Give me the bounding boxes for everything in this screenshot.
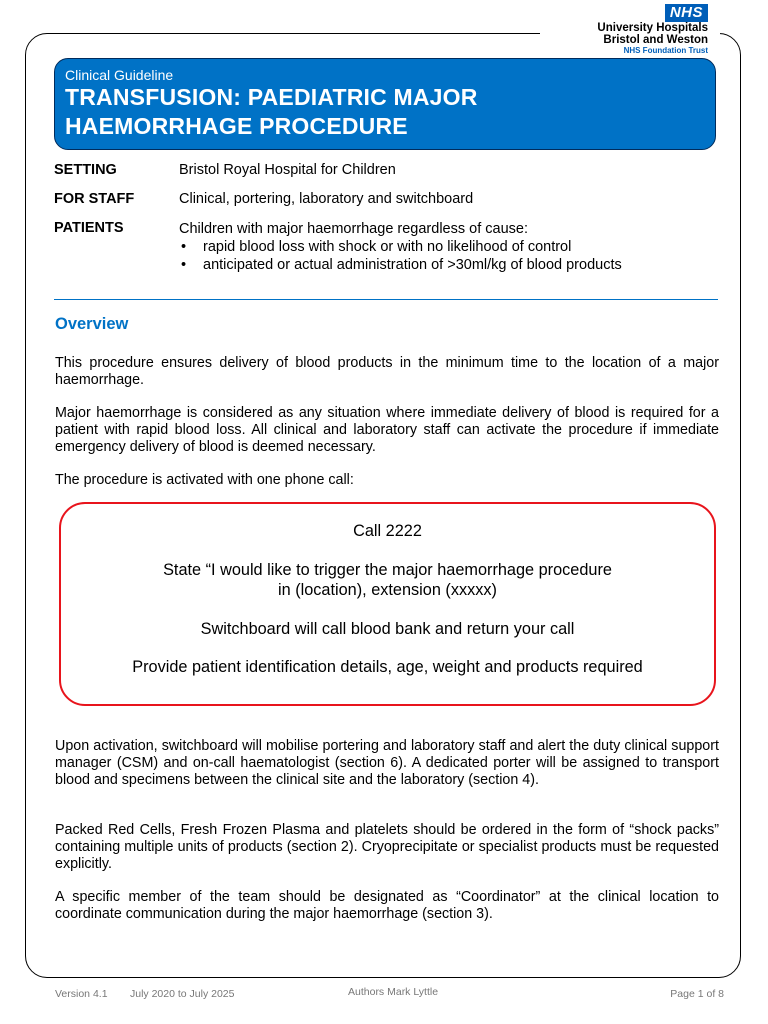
title-banner	[54, 58, 716, 150]
page-title-line-2: HAEMORRHAGE PROCEDURE	[65, 113, 408, 139]
call-state-line: State “I would like to trigger the major haemorrhage procedure	[163, 561, 612, 579]
logo-line-1: University Hospitals	[597, 22, 708, 34]
nhs-logo	[597, 4, 708, 56]
list-item: • anticipated or actual administration of >30ml/kg of blood products	[179, 256, 724, 274]
nhs-badge: NHS	[665, 4, 708, 22]
body-paragraph-3: A specific member of the team should be designated as “Coordinator” at the clinical location to coordinate communication during the major haemorrhage (section 3).	[55, 889, 719, 922]
overview-paragraph-1: This procedure ensures delivery of blood products in the minimum time to the location of a major haemorrhage.	[55, 355, 719, 388]
staff-label: FOR STAFF	[54, 191, 135, 207]
logo-line-3: NHS Foundation Trust	[623, 46, 708, 55]
logo-line-2: Bristol and Weston	[603, 34, 708, 46]
call-number: Call 2222	[353, 522, 422, 540]
patients-text: Children with major haemorrhage regardless of cause:	[179, 221, 528, 237]
divider	[54, 299, 718, 300]
overview-paragraph-3: The procedure is activated with one phone call:	[55, 472, 354, 488]
patients-value	[179, 220, 724, 274]
staff-value: Clinical, portering, laboratory and switchboard	[179, 191, 474, 207]
list-item: • rapid blood loss with shock or with no likelihood of control	[179, 238, 724, 256]
footer-version: Version 4.1	[55, 988, 108, 1000]
patients-label: PATIENTS	[54, 220, 124, 236]
footer-page-number: Page 1 of 8	[670, 988, 724, 1000]
call-location-line: in (location), extension (xxxxx)	[278, 581, 497, 599]
guideline-label: Clinical Guideline	[65, 67, 174, 83]
call-provide-line: Provide patient identification details, age, weight and products required	[132, 658, 643, 676]
call-instructions-box	[59, 502, 716, 706]
setting-value: Bristol Royal Hospital for Children	[179, 162, 396, 178]
patients-bullets	[179, 238, 724, 274]
body-paragraph-2: Packed Red Cells, Fresh Frozen Plasma and platelets should be ordered in the form of “shock packs” containing multiple units of products (section 2). Cryoprecipitate or specialist products must be requested explicitly.	[55, 822, 719, 872]
overview-paragraph-2: Major haemorrhage is considered as any situation where immediate delivery of blood is required for a patient with rapid blood loss. All clinical and laboratory staff can activate the procedure if immediate emergency delivery of blood is deemed necessary.	[55, 405, 719, 455]
setting-label: SETTING	[54, 162, 117, 178]
overview-heading: Overview	[55, 315, 129, 333]
page-title-line-1: TRANSFUSION: PAEDIATRIC MAJOR	[65, 84, 478, 110]
footer-authors: Authors Mark Lyttle	[348, 986, 439, 998]
call-switchboard-line: Switchboard will call blood bank and return your call	[200, 620, 575, 638]
footer-dates: July 2020 to July 2025	[130, 988, 235, 1000]
body-paragraph-1: Upon activation, switchboard will mobilise portering and laboratory staff and alert the duty clinical support manager (CSM) and on-call haematologist (section 6). A dedicated porter will be assigned to transport blood and specimens between the clinical site and the laboratory (section 4).	[55, 738, 719, 788]
